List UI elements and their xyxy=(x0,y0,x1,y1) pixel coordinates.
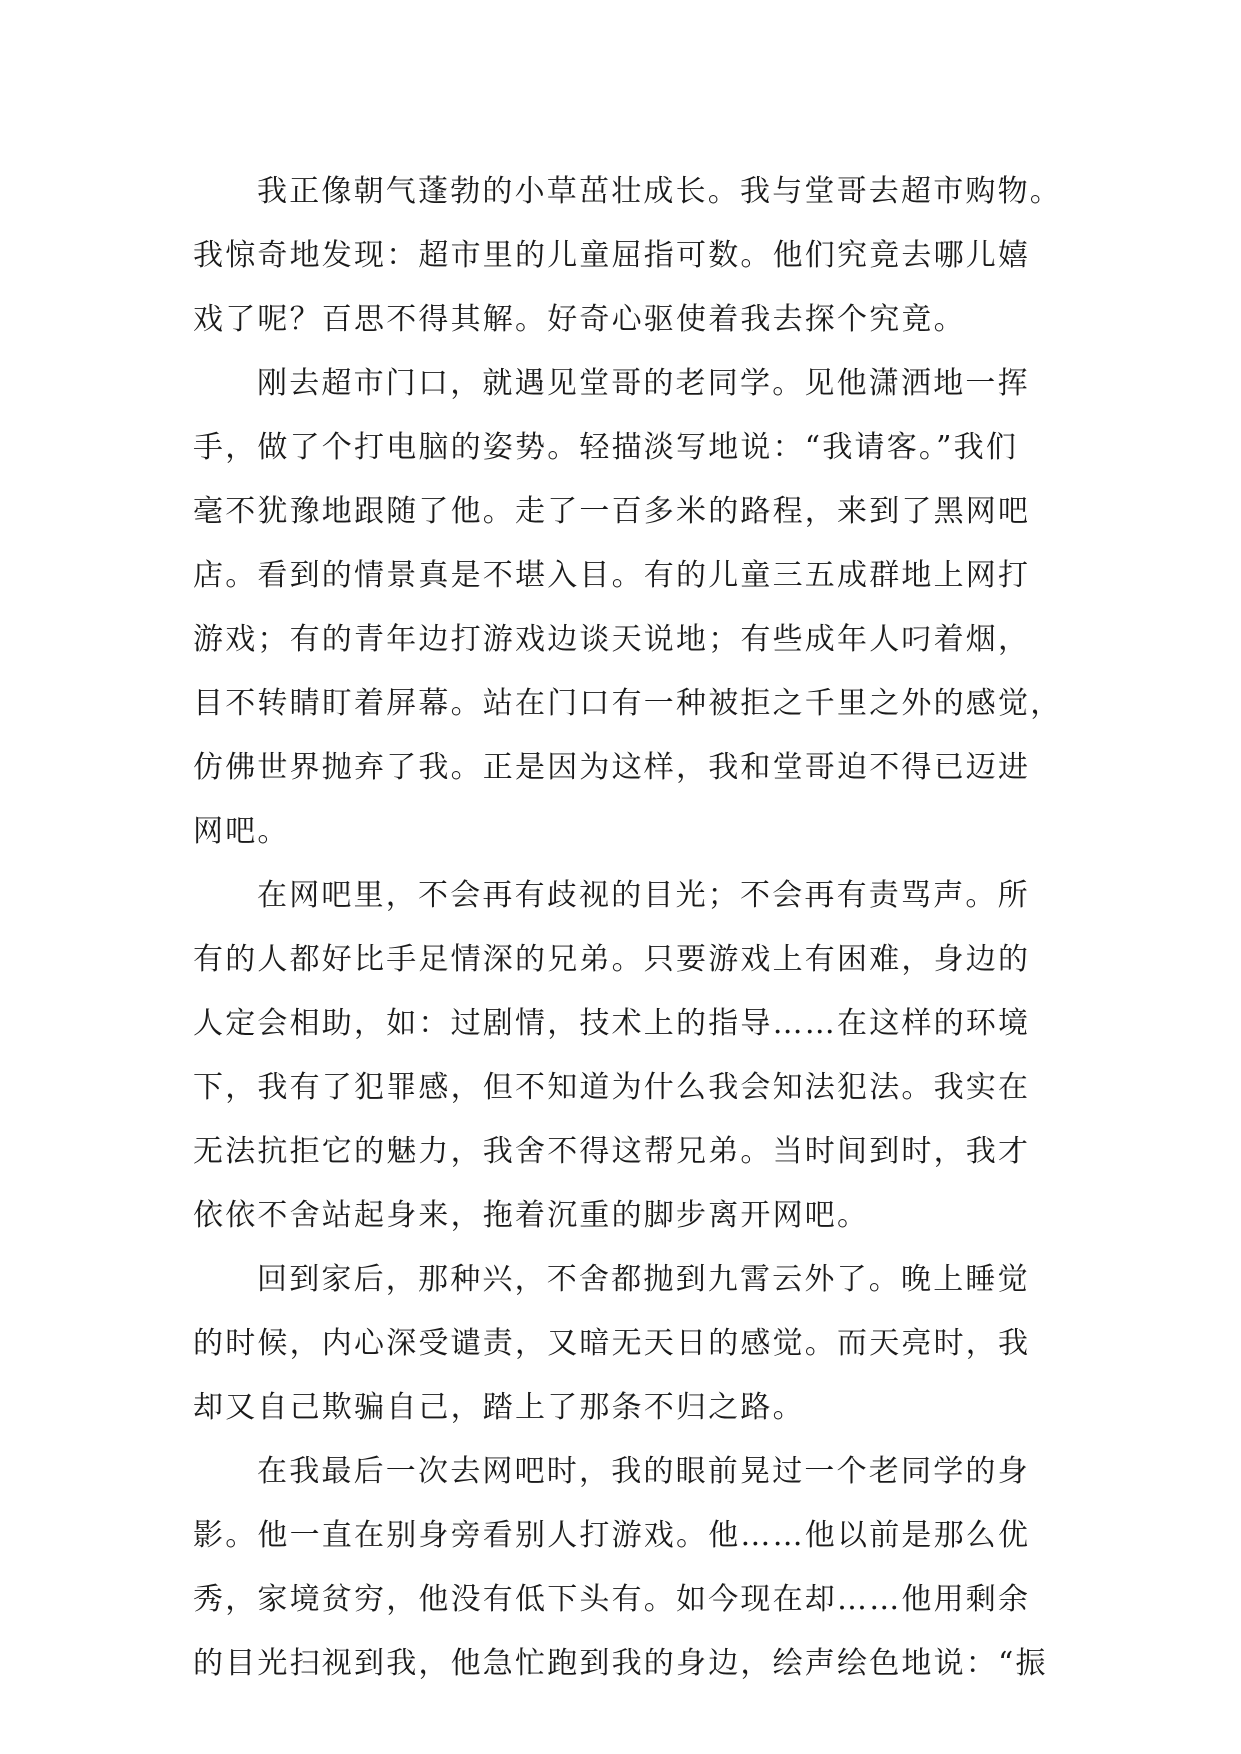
text-line: 我惊奇地发现：超市里的儿童屈指可数。他们究竟去哪儿嬉 xyxy=(193,238,1031,273)
text-line: 仿佛世界抛弃了我。正是因为这样，我和堂哥迫不得已迈进 xyxy=(193,750,1031,785)
text-line: 依依不舍站起身来，拖着沉重的脚步离开网吧。 xyxy=(193,1198,870,1233)
text-line: 刚去超市门口，就遇见堂哥的老同学。见他潇洒地一挥 xyxy=(257,366,1030,401)
text-line: 的时候，内心深受谴责，又暗无天日的感觉。而天亮时，我 xyxy=(193,1326,1031,1361)
text-line: 我正像朝气蓬勃的小草茁壮成长。我与堂哥去超市购物。 xyxy=(257,174,1062,209)
text-line: 秀，家境贫穷，他没有低下头有。如今现在却……他用剩余 xyxy=(193,1582,1031,1617)
text-line: 目不转睛盯着屏幕。站在门口有一种被拒之千里之外的感觉， xyxy=(193,686,1063,721)
text-line: 却又自己欺骗自己，踏上了那条不归之路。 xyxy=(193,1390,805,1425)
text-line: 影。他一直在别身旁看别人打游戏。他……他以前是那么优 xyxy=(193,1518,1031,1553)
text-line: 有的人都好比手足情深的兄弟。只要游戏上有困难，身边的 xyxy=(193,942,1031,977)
text-line: 毫不犹豫地跟随了他。走了一百多米的路程，来到了黑网吧 xyxy=(193,494,1031,529)
text-line: 的目光扫视到我，他急忙跑到我的身边，绘声绘色地说：“振 xyxy=(193,1646,1048,1681)
text-line: 在网吧里，不会再有歧视的目光；不会再有责骂声。所 xyxy=(257,878,1030,913)
text-line: 店。看到的情景真是不堪入目。有的儿童三五成群地上网打 xyxy=(193,558,1031,593)
text-line: 网吧。 xyxy=(193,814,290,849)
text-line: 在我最后一次去网吧时，我的眼前晃过一个老同学的身 xyxy=(257,1454,1030,1489)
text-line: 回到家后，那种兴，不舍都抛到九霄云外了。晚上睡觉 xyxy=(257,1262,1030,1297)
text-line: 戏了呢？百思不得其解。好奇心驱使着我去探个究竟。 xyxy=(193,302,966,337)
text-line: 游戏；有的青年边打游戏边谈天说地；有些成年人叼着烟， xyxy=(193,622,1031,657)
text-line: 人定会相助，如：过剧情，技术上的指导……在这样的环境 xyxy=(193,1006,1031,1041)
body-text xyxy=(193,160,1073,1696)
text-line: 无法抗拒它的魅力，我舍不得这帮兄弟。当时间到时，我才 xyxy=(193,1134,1031,1169)
text-line: 下，我有了犯罪感，但不知道为什么我会知法犯法。我实在 xyxy=(193,1070,1031,1105)
text-line: 手，做了个打电脑的姿势。轻描淡写地说：“我请客。”我们 xyxy=(193,430,1019,465)
